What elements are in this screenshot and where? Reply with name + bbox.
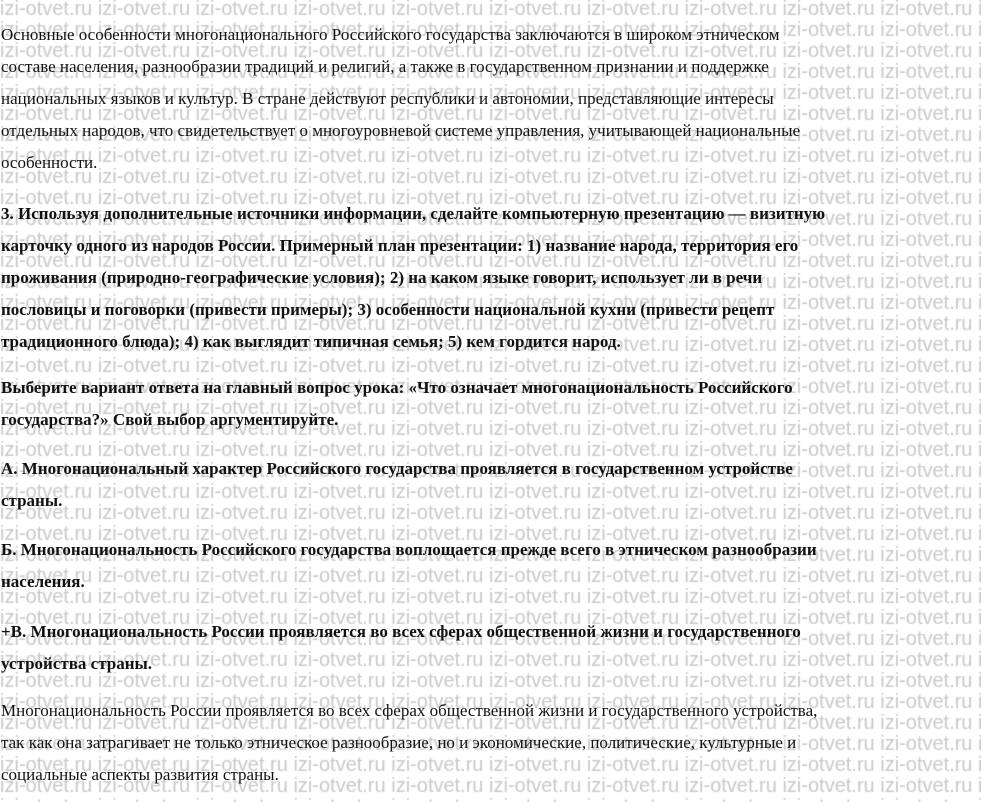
task-3 bbox=[1, 204, 825, 364]
text-line: особенности. bbox=[1, 153, 98, 172]
answer-explanation bbox=[1, 701, 817, 797]
text-line: Б. Многонациональность Российского государства воплощается прежде всего в этническом разнообразии bbox=[1, 540, 817, 559]
text-line: проживания (природно-географические условия); 2) на каком языке говорит, использует ли в речи bbox=[1, 268, 763, 287]
paragraph-summary bbox=[1, 25, 800, 185]
text-line: Выберите вариант ответа на главный вопрос урока: «Что означает многонациональность Российского bbox=[1, 378, 793, 397]
text-line: Многонациональность России проявляется во всех сферах общественной жизни и государственного устройства, bbox=[1, 701, 818, 720]
text-line: национальных языков и культур. В стране действуют республики и автономии, представляющие интересы bbox=[1, 89, 774, 108]
text-line: составе населения, разнообразии традиций и религий, а также в государственном признании и поддержке bbox=[1, 57, 769, 76]
text-line: социальные аспекты развития страны. bbox=[1, 765, 279, 784]
text-line: +В. Многонациональность России проявляется во всех сферах общественной жизни и государственного bbox=[1, 622, 801, 641]
text-line: населения. bbox=[1, 572, 85, 591]
text-line: Основные особенности многонационального Российского государства заключаются в широком этническом bbox=[1, 25, 780, 44]
text-line: А. Многонациональный характер Российского государства проявляется в государственном устройстве bbox=[1, 459, 793, 478]
text-line: так как она затрагивает не только этническое разнообразие, но и экономические, политические, культурные и bbox=[1, 733, 797, 752]
text-line: устройства страны. bbox=[1, 654, 153, 673]
option-b bbox=[1, 540, 817, 604]
text-line: 3. Используя дополнительные источники информации, сделайте компьютерную презентацию — визитную bbox=[1, 204, 826, 223]
option-v-selected bbox=[1, 622, 801, 686]
text-line: пословицы и поговорки (привести примеры); 3) особенности национальной кухни (привести рецепт bbox=[1, 300, 775, 319]
main-question bbox=[1, 378, 793, 442]
option-a bbox=[1, 459, 793, 523]
text-line: традиционного блюда); 4) как выглядит типичная семья; 5) кем гордится народ. bbox=[1, 332, 621, 351]
text-line: государства?» Свой выбор аргументируйте. bbox=[1, 410, 339, 429]
text-line: карточку одного из народов России. Примерный план презентации: 1) название народа, территория его bbox=[1, 236, 799, 255]
text-line: страны. bbox=[1, 491, 63, 510]
text-line: отдельных народов, что свидетельствует о многоуровневой системе управления, учитывающей национальные bbox=[1, 121, 801, 140]
